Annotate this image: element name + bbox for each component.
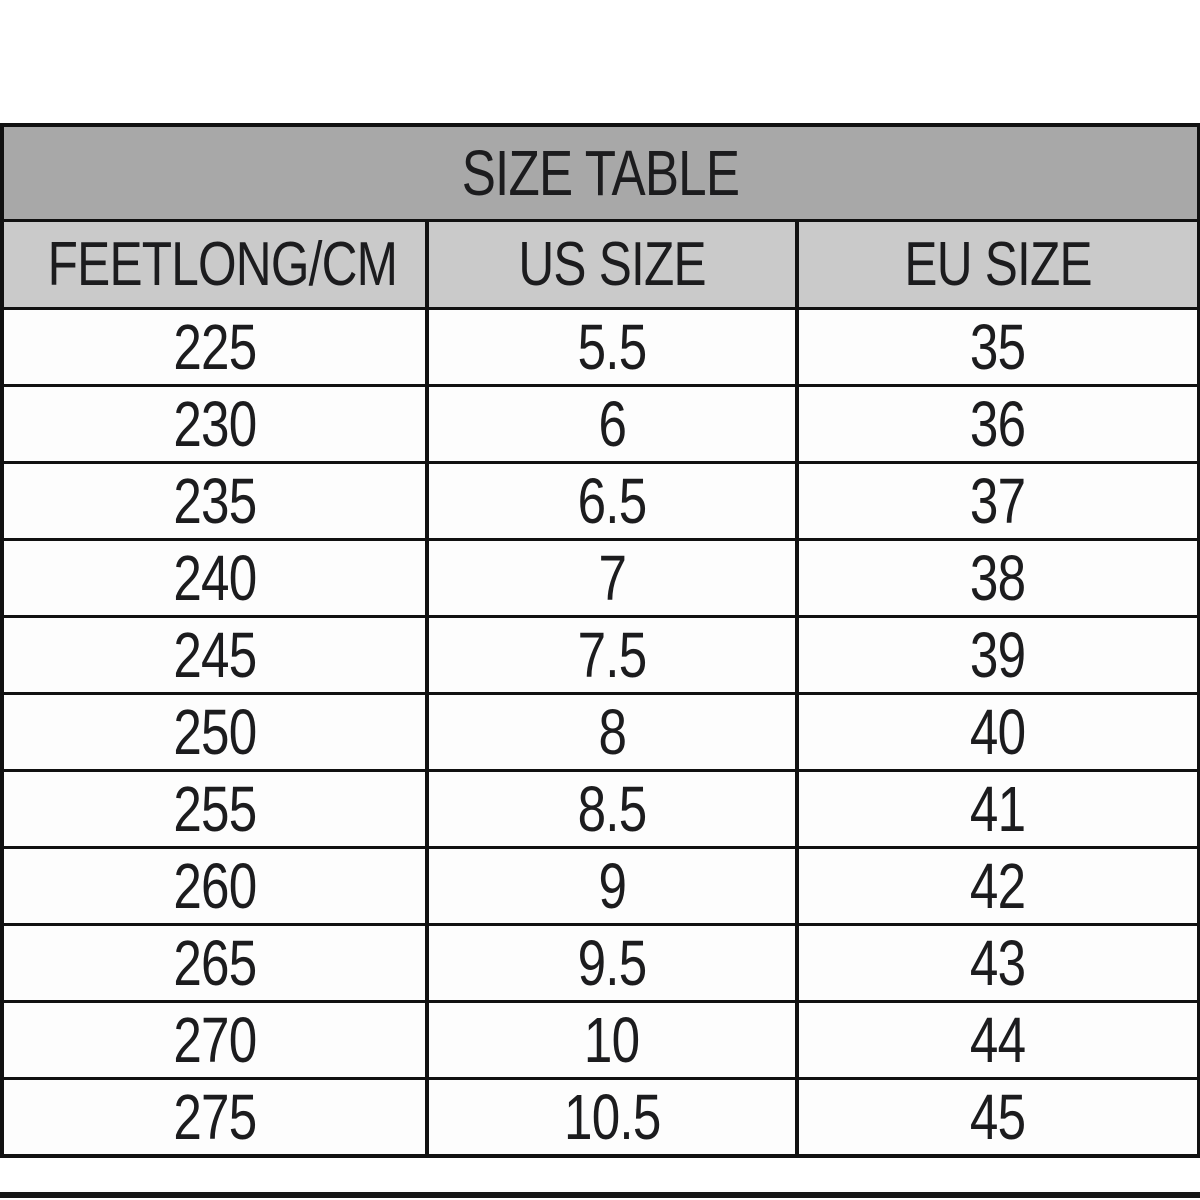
cell-feetlong-cm-value: 265	[172, 926, 257, 999]
cell-feetlong-cm	[2, 693, 427, 770]
cell-feetlong-cm-value: 240	[172, 541, 257, 614]
cell-eu-size-value: 43	[970, 926, 1026, 999]
cell-us-size	[427, 847, 797, 924]
cell-eu-size-value: 42	[970, 849, 1026, 922]
cell-feetlong-cm-value: 255	[172, 772, 257, 845]
cell-us-size-value: 9.5	[577, 926, 647, 999]
table-row	[2, 385, 1199, 462]
cell-us-size-value: 6	[598, 387, 626, 460]
table-row	[2, 539, 1199, 616]
cell-eu-size	[797, 539, 1199, 616]
cell-eu-size-value: 36	[970, 387, 1026, 460]
table-row	[2, 924, 1199, 1001]
column-header-us-size-label: US SIZE	[518, 229, 706, 299]
cell-eu-size	[797, 1001, 1199, 1078]
cell-us-size	[427, 539, 797, 616]
cell-feetlong-cm	[2, 770, 427, 847]
column-header-feetlong-cm	[2, 220, 427, 308]
cell-us-size	[427, 1078, 797, 1156]
table-row	[2, 616, 1199, 693]
cell-us-size-value: 6.5	[577, 464, 647, 537]
cell-feetlong-cm-value: 270	[172, 1003, 257, 1076]
table-title: SIZE TABLE	[461, 136, 740, 209]
cell-feetlong-cm-value: 250	[172, 695, 257, 768]
cell-eu-size-value: 45	[970, 1080, 1026, 1153]
cell-eu-size	[797, 385, 1199, 462]
cell-eu-size-value: 41	[970, 772, 1026, 845]
cell-feetlong-cm	[2, 1001, 427, 1078]
cell-feetlong-cm	[2, 616, 427, 693]
size-table	[0, 123, 1200, 1158]
table-row	[2, 847, 1199, 924]
size-table-head	[2, 125, 1199, 308]
cell-eu-size-value: 35	[970, 310, 1026, 383]
title-row	[2, 125, 1199, 220]
cell-feetlong-cm-value: 245	[172, 618, 257, 691]
cell-feetlong-cm	[2, 539, 427, 616]
cell-feetlong-cm-value: 275	[172, 1080, 257, 1153]
column-header-us-size	[427, 220, 797, 308]
cell-eu-size	[797, 924, 1199, 1001]
cell-us-size-value: 9	[598, 849, 626, 922]
cell-us-size	[427, 462, 797, 539]
cell-eu-size	[797, 1078, 1199, 1156]
cell-us-size-value: 10.5	[563, 1080, 661, 1153]
cell-feetlong-cm	[2, 462, 427, 539]
cell-feetlong-cm	[2, 924, 427, 1001]
cell-feetlong-cm	[2, 847, 427, 924]
cell-us-size	[427, 616, 797, 693]
cell-us-size	[427, 308, 797, 385]
bottom-edge-divider	[0, 1192, 1200, 1198]
header-row	[2, 220, 1199, 308]
cell-us-size-value: 5.5	[577, 310, 647, 383]
cell-us-size	[427, 385, 797, 462]
cell-feetlong-cm-value: 225	[172, 310, 257, 383]
cell-eu-size-value: 44	[970, 1003, 1026, 1076]
cell-us-size	[427, 924, 797, 1001]
table-row	[2, 1078, 1199, 1156]
cell-eu-size-value: 40	[970, 695, 1026, 768]
table-row	[2, 308, 1199, 385]
cell-us-size	[427, 693, 797, 770]
table-row	[2, 1001, 1199, 1078]
cell-feetlong-cm-value: 235	[172, 464, 257, 537]
column-header-feetlong-cm-label: FEETLONG/CM	[47, 229, 398, 299]
cell-eu-size	[797, 693, 1199, 770]
cell-us-size-value: 8.5	[577, 772, 647, 845]
cell-eu-size	[797, 616, 1199, 693]
cell-feetlong-cm	[2, 308, 427, 385]
cell-us-size-value: 10	[584, 1003, 640, 1076]
cell-feetlong-cm	[2, 385, 427, 462]
table-row	[2, 770, 1199, 847]
cell-us-size	[427, 1001, 797, 1078]
column-header-eu-size-label: EU SIZE	[904, 229, 1092, 299]
table-row	[2, 693, 1199, 770]
cell-feetlong-cm	[2, 1078, 427, 1156]
table-row	[2, 462, 1199, 539]
cell-us-size-value: 8	[598, 695, 626, 768]
size-table-body	[2, 308, 1199, 1156]
cell-feetlong-cm-value: 260	[172, 849, 257, 922]
cell-eu-size-value: 38	[970, 541, 1026, 614]
cell-eu-size	[797, 462, 1199, 539]
table-title-cell	[2, 125, 1199, 220]
column-header-eu-size	[797, 220, 1199, 308]
cell-feetlong-cm-value: 230	[172, 387, 257, 460]
cell-eu-size	[797, 847, 1199, 924]
cell-eu-size	[797, 770, 1199, 847]
cell-eu-size-value: 39	[970, 618, 1026, 691]
cell-eu-size	[797, 308, 1199, 385]
cell-us-size-value: 7.5	[577, 618, 647, 691]
cell-us-size	[427, 770, 797, 847]
cell-us-size-value: 7	[598, 541, 626, 614]
cell-eu-size-value: 37	[970, 464, 1026, 537]
